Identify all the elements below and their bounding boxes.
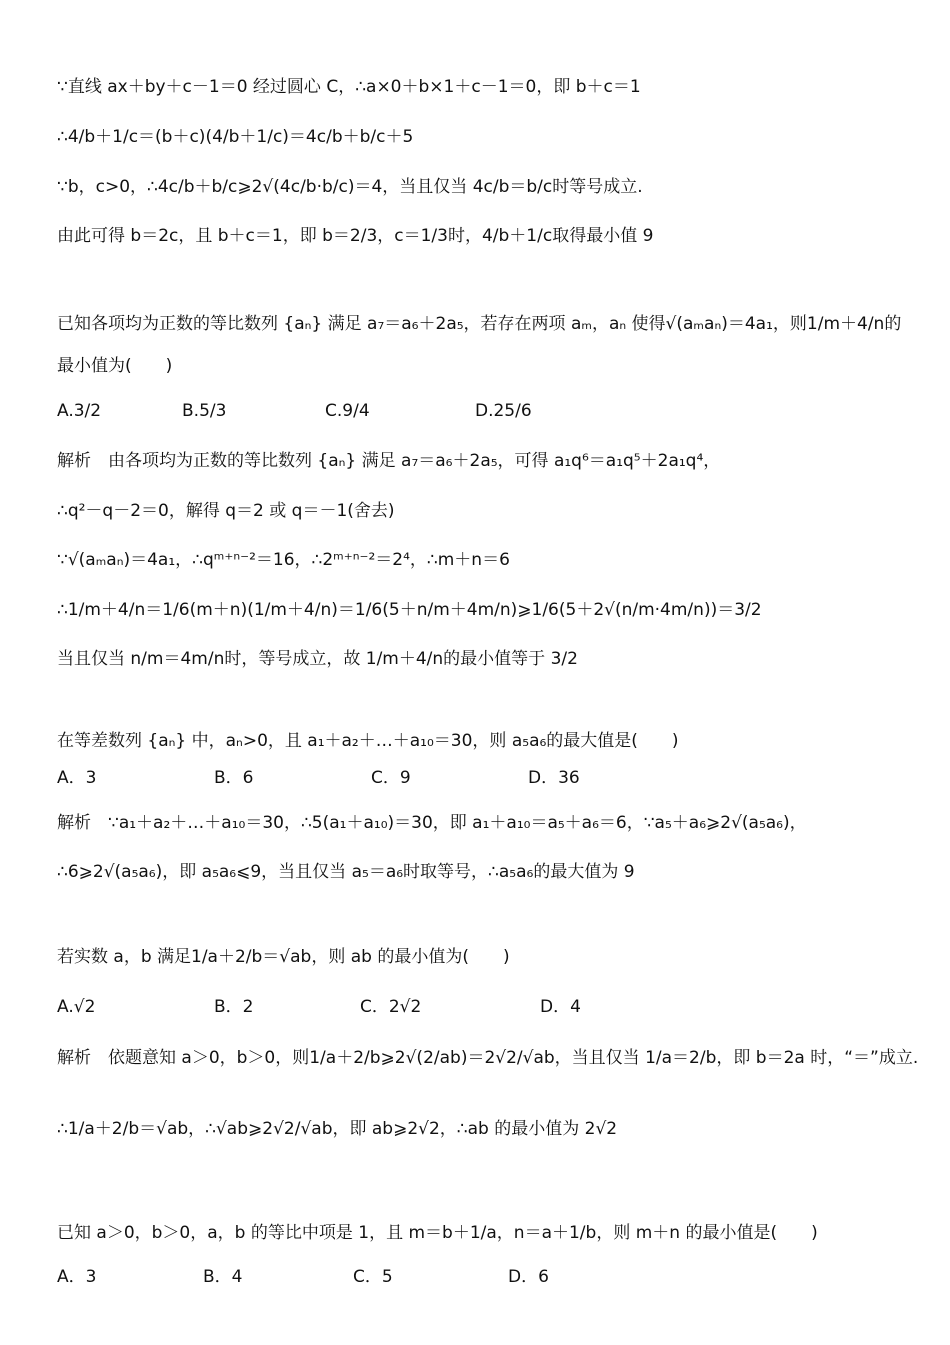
option-c: C．5 (353, 1267, 393, 1287)
option-c: C．9 (371, 768, 411, 788)
solution-line: ∴1/m＋4/n＝1/6(m＋n)(1/m＋4/n)＝1/6(5＋n/m＋4m/n)⩾1/6(5＋2√(n/m·4m/n))＝3/2 (57, 600, 762, 620)
solution-line: 解析 ∵a₁＋a₂＋…＋a₁₀＝30，∴5(a₁＋a₁₀)＝30，即 a₁＋a₁₀＝a₅＋a₆＝6，∵a₅＋a₆⩾2√(a₅a₆)， (57, 813, 807, 833)
option-b: B．2 (214, 997, 254, 1017)
option-d: D．4 (540, 997, 581, 1017)
solution-line: 解析 由各项均为正数的等比数列 {aₙ} 满足 a₇＝a₆＋2a₅，可得 a₁q⁶＝a₁q⁵＋2a₁q⁴， (57, 451, 721, 471)
question-line: 若实数 a，b 满足1/a＋2/b＝√ab，则 ab 的最小值为( ) (57, 947, 510, 967)
solution-line: 当且仅当 n/m＝4m/n时，等号成立，故 1/m＋4/n的最小值等于 3/2 (57, 649, 578, 669)
question-line: 在等差数列 {aₙ} 中，aₙ>0，且 a₁＋a₂＋…＋a₁₀＝30，则 a₅a₆的最大值是( ) (57, 731, 679, 751)
option-b: B．6 (214, 768, 254, 788)
solution-line: ∴1/a＋2/b＝√ab，∴√ab⩾2√2/√ab，即 ab⩾2√2，∴ab 的最小值为 2√2 (57, 1119, 618, 1139)
option-a: A.3/2 (57, 401, 102, 421)
text-line: ∵b，c>0，∴4c/b＋b/c⩾2√(4c/b·b/c)＝4，当且仅当 4c/b＝b/c时等号成立. (57, 177, 643, 197)
option-a: A．3 (57, 768, 97, 788)
option-c: C．2√2 (360, 997, 422, 1017)
text-line: ∵直线 ax＋by＋c－1＝0 经过圆心 C，∴a×0＋b×1＋c－1＝0，即 b＋c＝1 (57, 77, 641, 97)
option-d: D．36 (528, 768, 580, 788)
solution-line: ∴6⩾2√(a₅a₆)，即 a₅a₆⩽9，当且仅当 a₅＝a₆时取等号，∴a₅a₆的最大值为 9 (57, 862, 635, 882)
option-c: C.9/4 (325, 401, 370, 421)
solution-line: 解析 依题意知 a＞0，b＞0，则1/a＋2/b⩾2√(2/ab)＝2√2/√ab，当且仅当 1/a＝2/b，即 b＝2a 时，“＝”成立. (57, 1048, 919, 1068)
option-b: B．4 (203, 1267, 243, 1287)
option-a: A．3 (57, 1267, 97, 1287)
question-line: 最小值为( ) (57, 356, 173, 376)
option-b: B.5/3 (182, 401, 227, 421)
solution-line: ∵√(aₘaₙ)＝4a₁，∴qᵐ⁺ⁿ⁻²＝16，∴2ᵐ⁺ⁿ⁻²＝2⁴，∴m＋n＝6 (57, 550, 510, 570)
text-line: 由此可得 b＝2c，且 b＋c＝1，即 b＝2/3，c＝1/3时，4/b＋1/c取得最小值 9 (57, 226, 654, 246)
question-line: 已知 a＞0，b＞0，a，b 的等比中项是 1，且 m＝b＋1/a，n＝a＋1/b，则 m＋n 的最小值是( ) (57, 1223, 818, 1243)
text-line: ∴4/b＋1/c＝(b＋c)(4/b＋1/c)＝4c/b＋b/c＋5 (57, 127, 414, 147)
option-d: D．6 (508, 1267, 549, 1287)
option-d: D.25/6 (475, 401, 532, 421)
solution-line: ∴q²－q－2＝0，解得 q＝2 或 q＝－1(舍去) (57, 501, 395, 521)
option-a: A.√2 (57, 997, 96, 1017)
question-line: 已知各项均为正数的等比数列 {aₙ} 满足 a₇＝a₆＋2a₅，若存在两项 aₘ，aₙ 使得√(aₘaₙ)＝4a₁，则1/m＋4/n的 (57, 314, 902, 334)
